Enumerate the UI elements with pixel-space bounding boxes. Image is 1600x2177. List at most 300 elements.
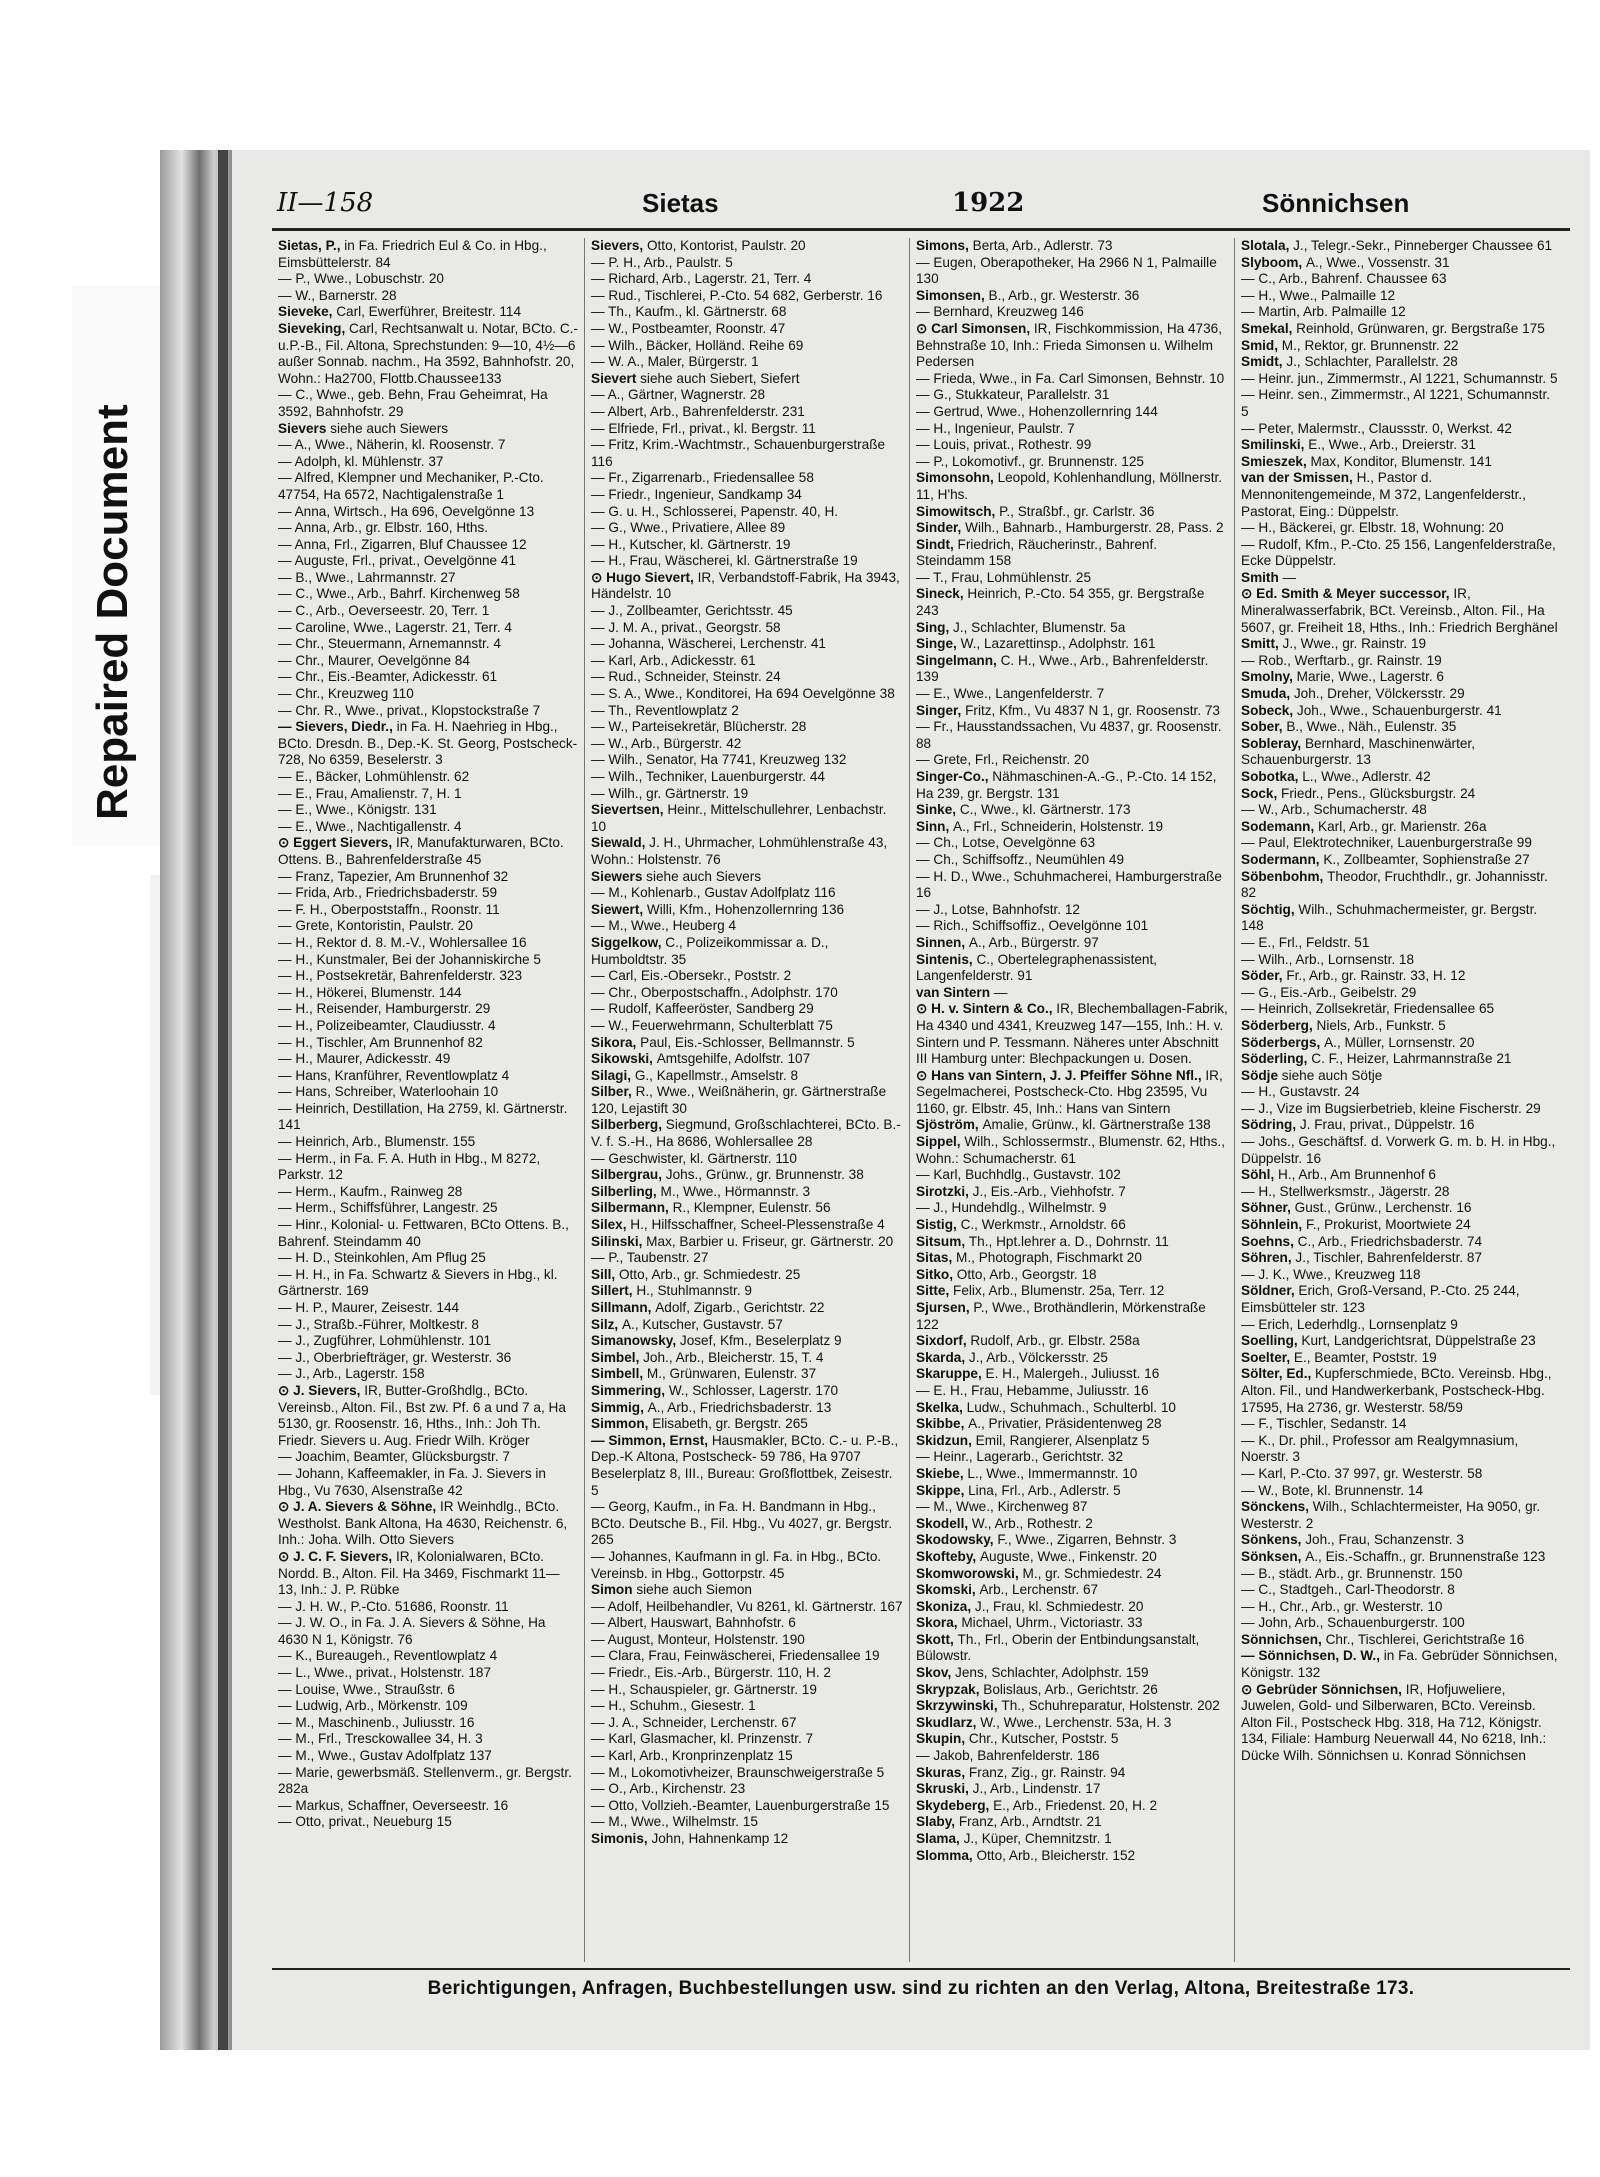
entry-text: — Marie, gewerbsmäß. Stellenverm., gr. Bergstr. 282a xyxy=(278,1764,572,1797)
entry-name: Skelka, xyxy=(916,1399,967,1415)
entry-text: — Heinr. sen., Zimmermstr., Al 1221, Schumannstr. 5 xyxy=(1241,387,1550,419)
entry-text: — P., Taubenstr. 27 xyxy=(591,1250,709,1266)
directory-entry xyxy=(591,669,903,686)
entry-name: Slaby, xyxy=(916,1814,959,1830)
directory-entry xyxy=(1241,653,1561,670)
directory-entry xyxy=(916,1167,1228,1184)
entry-text: Kurt, Landgerichtsrat, Düppelstraße 23 xyxy=(1301,1333,1536,1349)
entry-name: — Simmon, Ernst, xyxy=(591,1432,712,1448)
directory-entry xyxy=(1241,238,1561,255)
directory-entry xyxy=(591,1084,903,1117)
entry-name: Simmering, xyxy=(591,1382,669,1398)
directory-entry xyxy=(916,321,1228,371)
directory-entry xyxy=(916,1765,1228,1782)
entry-text: — E., Frau, Amalienstr. 7, H. 1 xyxy=(278,785,462,801)
directory-entry xyxy=(916,1715,1228,1732)
entry-name: Skott, xyxy=(916,1631,958,1647)
entry-name: Simanowsky, xyxy=(591,1333,680,1349)
entry-text: — H., Frau, Wäscherei, kl. Gärtnerstraße 19 xyxy=(591,553,858,569)
entry-text: Bernhard, Maschinenwärter, Schauenburgerstr. 13 xyxy=(1241,735,1475,768)
entry-text: — E., Frl., Feldstr. 51 xyxy=(1241,934,1370,950)
directory-entry xyxy=(1241,1001,1561,1018)
directory-entry xyxy=(1241,1615,1561,1632)
entry-text: IR, Kolonialwaren, BCto. Nordd. B., Alton. Fil. Ha 3469, Fischmarkt 11—13, Inh.: J. P. Rübke xyxy=(278,1548,560,1598)
entry-text: in Fa. Friedrich Eul & Co. in Hbg., Eimsbüttelerstr. 84 xyxy=(278,238,547,270)
entry-text: — Rich., Schiffsoffiz., Oevelgönne 101 xyxy=(916,918,1149,934)
entry-text: — Th., Reventlowplatz 2 xyxy=(591,702,739,718)
entry-text: — Rudolf, Kaffeeröster, Sandberg 29 xyxy=(591,1001,814,1017)
entry-text: — Heinrich, Destillation, Ha 2759, kl. Gärtnerstr. 141 xyxy=(278,1100,568,1133)
directory-entry xyxy=(916,1748,1228,1765)
entry-text: L., Wwe., Adlerstr. 42 xyxy=(1302,769,1431,784)
header-right-word: Sönnichsen xyxy=(1262,188,1410,218)
directory-entry xyxy=(591,304,903,321)
directory-entry xyxy=(278,885,578,902)
entry-name: Slyboom, xyxy=(1241,254,1306,270)
directory-entry xyxy=(916,1449,1228,1466)
entry-text: H., Stuhlmannstr. 9 xyxy=(636,1283,752,1299)
directory-entry xyxy=(916,387,1228,404)
entry-name: Smidt, xyxy=(1241,354,1287,370)
entry-text: — Wilh., gr. Gärtnerstr. 19 xyxy=(591,785,749,801)
entry-text: W., Schlosser, Lagerstr. 170 xyxy=(668,1382,839,1398)
entry-name: Smolny, xyxy=(1241,669,1297,685)
entry-name: ⊙ Hugo Sievert, xyxy=(591,569,698,585)
entry-name: Sillert, xyxy=(591,1283,637,1299)
directory-entry xyxy=(1241,1101,1561,1118)
directory-entry xyxy=(278,1599,578,1616)
directory-entry xyxy=(278,1084,578,1101)
directory-entry xyxy=(916,1483,1228,1500)
entry-text: — A., Wwe., Näherin, kl. Roosenstr. 7 xyxy=(278,437,506,453)
directory-entry xyxy=(916,470,1228,503)
entry-text: Leopold, Kohlenhandlung, Möllnerstr. 11, H'hs. xyxy=(916,470,1223,502)
entry-text: — K., Dr. phil., Professor am Realgymnasium, Noerstr. 3 xyxy=(1241,1432,1519,1465)
entry-text: Franz, Arb., Arndtstr. 21 xyxy=(958,1814,1102,1830)
directory-entry xyxy=(278,1250,578,1267)
entry-text: — J. K., Wwe., Kreuzweg 118 xyxy=(1241,1266,1421,1282)
directory-entry xyxy=(591,1250,903,1267)
entry-text: — Anna, Wirtsch., Ha 696, Oevelgönne 13 xyxy=(278,503,535,519)
directory-entry xyxy=(916,454,1228,471)
entry-name: Sodermann, xyxy=(1241,851,1324,867)
entry-name: Södje xyxy=(1241,1067,1282,1083)
directory-entry xyxy=(1241,1632,1561,1649)
entry-text: Friedr., Pens., Glücksburgstr. 24 xyxy=(1281,785,1476,801)
entry-name: Singelmann, xyxy=(916,652,1001,668)
directory-entry xyxy=(1241,968,1561,985)
directory-entry xyxy=(591,1400,903,1417)
entry-text: J. Frau, privat., Düppelstr. 16 xyxy=(1299,1117,1475,1133)
entry-text: A., Arb., Friedrichsbaderstr. 13 xyxy=(647,1399,832,1415)
directory-entry xyxy=(591,1300,903,1317)
column-1 xyxy=(272,238,585,1962)
entry-text: — Rud., Schneider, Steinstr. 24 xyxy=(591,669,781,685)
directory-entry xyxy=(1241,387,1561,420)
directory-entry xyxy=(278,520,578,537)
directory-entry xyxy=(591,835,903,868)
column-2 xyxy=(585,238,910,1962)
entry-name: ⊙ Carl Simonsen, xyxy=(916,320,1034,336)
entry-name: Singer-Co., xyxy=(916,769,993,784)
directory-entry xyxy=(278,387,578,420)
entry-name: Sjursen, xyxy=(916,1300,974,1315)
directory-entry xyxy=(916,1383,1228,1400)
entry-name: Siewers xyxy=(591,868,647,884)
entry-name: Simonsohn, xyxy=(916,470,998,486)
directory-entry xyxy=(591,288,903,305)
entry-text: siehe auch Siemon xyxy=(636,1582,752,1598)
entry-name: Sievers, xyxy=(591,238,647,253)
entry-text: A., Arb., Bürgerstr. 97 xyxy=(968,934,1099,950)
entry-name: ⊙ Eggert Sievers, xyxy=(278,835,396,851)
directory-entry xyxy=(278,1499,578,1549)
entry-text: — Otto, privat., Neueburg 15 xyxy=(278,1814,452,1830)
entry-text: Carl, Rechtsanwalt u. Notar, BCto. C.-u.P.-B., Fil. Altona, Sprechstunden: 9—10, 4½—6 außer Sonnab. nachm., Ha 3592, Bahnhofstr. 20, Wohn.: Ha2700, Flottb.Chaussee133 xyxy=(278,320,578,386)
entry-text: — H., Tischler, Am Brunnenhof 82 xyxy=(278,1034,483,1050)
entry-text: — Chr., Eis.-Beamter, Adickesstr. 61 xyxy=(278,669,498,685)
directory-entry xyxy=(916,653,1228,686)
entry-text: — E., Wwe., Königstr. 131 xyxy=(278,802,437,818)
entry-text: — Gertrud, Wwe., Hohenzollernring 144 xyxy=(916,403,1158,419)
directory-entry xyxy=(1241,1532,1561,1549)
directory-entry xyxy=(1241,288,1561,305)
directory-entry xyxy=(591,271,903,288)
directory-entry xyxy=(278,1383,578,1449)
directory-entry xyxy=(591,387,903,404)
entry-text: R., Klempner, Eulenstr. 56 xyxy=(672,1200,831,1216)
directory-entry xyxy=(916,1416,1228,1433)
entry-name: Singe, xyxy=(916,636,961,652)
directory-entry xyxy=(1241,703,1561,720)
entry-name: Sitte, xyxy=(916,1283,954,1299)
entry-text: — John, Arb., Schauenburgerstr. 100 xyxy=(1241,1615,1465,1631)
header-year: 1922 xyxy=(952,188,1025,218)
entry-text: — M., Lokomotivheizer, Braunschweigerstraße 5 xyxy=(591,1764,885,1780)
entry-name: Skofteby, xyxy=(916,1548,980,1564)
directory-entry xyxy=(1241,354,1561,371)
directory-entry xyxy=(1241,1084,1561,1101)
directory-entry xyxy=(591,404,903,421)
directory-entry xyxy=(278,1814,578,1831)
directory-entry xyxy=(278,1748,578,1765)
directory-entry xyxy=(591,1366,903,1383)
entry-text: — J., Zugführer, Lohmühlenstr. 101 xyxy=(278,1333,492,1349)
directory-entry xyxy=(278,1200,578,1217)
directory-entry xyxy=(916,918,1228,935)
directory-entry xyxy=(591,1781,903,1798)
entry-name: Sippel, xyxy=(916,1134,965,1150)
entry-name: Sill, xyxy=(591,1266,619,1282)
directory-entry xyxy=(591,1151,903,1168)
directory-entry xyxy=(1241,570,1561,587)
directory-entry xyxy=(278,686,578,703)
entry-text: W., Wwe., Lerchenstr. 53a, H. 3 xyxy=(980,1714,1172,1730)
directory-entry xyxy=(1241,271,1561,288)
entry-name: ⊙ J. A. Sievers & Söhne, xyxy=(278,1499,440,1515)
directory-entry xyxy=(1241,1035,1561,1052)
entry-text: — H., Schuhm., Giesestr. 1 xyxy=(591,1698,756,1714)
directory-entry xyxy=(591,902,903,919)
directory-entry xyxy=(1241,1184,1561,1201)
entry-name: ⊙ Gebrüder Sönnichsen, xyxy=(1241,1681,1406,1697)
directory-entry xyxy=(591,487,903,504)
entry-text: Auguste, Wwe., Finkenstr. 20 xyxy=(979,1548,1157,1564)
entry-text: IR, Fischkommission, Ha 4736, Behnstraße 10, Inh.: Frieda Simonsen u. Wilhelm Pedersen xyxy=(916,320,1223,370)
entry-name: Söhnlein, xyxy=(1241,1217,1306,1233)
entry-text: A., Frl., Schneiderin, Holstenstr. 19 xyxy=(953,818,1164,834)
entry-name: Sietas, P., xyxy=(278,238,345,253)
entry-text: — G. u. H., Schlosserei, Papenstr. 40, H. xyxy=(591,503,839,519)
entry-text: IR, Manufakturwaren, BCto. Ottens. B., Bahrenfelderstraße 45 xyxy=(278,835,564,867)
entry-text: Fritz, Kfm., Vu 4837 N 1, gr. Roosenstr. 73 xyxy=(965,702,1220,718)
entry-name: Söderberg, xyxy=(1241,1017,1317,1033)
entry-name: Soelter, xyxy=(1241,1349,1294,1365)
directory-entry xyxy=(916,1068,1228,1118)
directory-entry xyxy=(1241,1167,1561,1184)
entry-name: Sikowski, xyxy=(591,1051,657,1067)
entry-text: — W., Barnerstr. 28 xyxy=(278,287,397,303)
entry-text: — Chr., Oberpostschaffn., Adolphstr. 170 xyxy=(591,984,838,1000)
directory-entry xyxy=(278,1366,578,1383)
directory-entry xyxy=(591,620,903,637)
entry-text: Otto, Arb., Bleicherstr. 152 xyxy=(976,1847,1136,1863)
entry-name: Sindt, xyxy=(916,536,958,552)
entry-name: ⊙ J. Sievers, xyxy=(278,1382,365,1398)
entry-text: — Bernhard, Kreuzweg 146 xyxy=(916,304,1084,320)
entry-text: — C., Wwe., geb. Behn, Frau Geheimrat, Ha 3592, Bahnhofstr. 29 xyxy=(278,387,548,419)
entry-text: J., Frau, kl. Schmiedestr. 20 xyxy=(974,1598,1144,1614)
directory-entry xyxy=(916,1731,1228,1748)
directory-entry xyxy=(1241,669,1561,686)
directory-entry xyxy=(916,1300,1228,1333)
entry-name: Sieveking, xyxy=(278,320,350,336)
entry-text: M., Photograph, Fischmarkt 20 xyxy=(956,1250,1142,1266)
entry-text: — Wilh., Arb., Lornsenstr. 18 xyxy=(1241,951,1415,967)
directory-entry xyxy=(916,620,1228,637)
directory-entry xyxy=(591,371,903,388)
entry-name: Skippe, xyxy=(916,1482,969,1498)
directory-entry xyxy=(591,1035,903,1052)
directory-entry xyxy=(278,537,578,554)
directory-entry xyxy=(1241,255,1561,272)
directory-entry xyxy=(1241,736,1561,769)
directory-entry xyxy=(278,421,578,438)
entry-text: — H., Hökerei, Blumenstr. 144 xyxy=(278,984,462,1000)
directory-entry xyxy=(1241,1117,1561,1134)
directory-entry xyxy=(1241,1416,1561,1433)
entry-text: — M., Wwe., Wilhelmstr. 15 xyxy=(591,1814,758,1830)
entry-text: — Albert, Hauswart, Bahnhofstr. 6 xyxy=(591,1615,796,1631)
entry-name: Smekal, xyxy=(1241,320,1297,336)
directory-entry xyxy=(916,586,1228,619)
directory-entry xyxy=(591,869,903,886)
entry-text: — Wilh., Senator, Ha 7741, Kreuzweg 132 xyxy=(591,752,847,768)
entry-name: Silz, xyxy=(591,1316,622,1332)
entry-text: A., Kutscher, Gustavstr. 57 xyxy=(621,1316,783,1332)
entry-text: — August, Monteur, Holstenstr. 190 xyxy=(591,1631,805,1647)
directory-entry xyxy=(1241,869,1561,902)
directory-entry xyxy=(591,1001,903,1018)
entry-text: Nähmaschinen-A.-G., P.-Cto. 14 152, Ha 239, gr. Bergstr. 131 xyxy=(916,769,1217,801)
directory-entry xyxy=(591,1615,903,1632)
entry-text: — Johannes, Kaufmann in gl. Fa. in Hbg., BCto. Vereinsb. in Hbg., Gottorpstr. 45 xyxy=(591,1548,882,1581)
directory-entry xyxy=(591,537,903,554)
entry-name: Skidzun, xyxy=(916,1432,976,1448)
entry-name: Söhner, xyxy=(1241,1200,1295,1216)
directory-entry xyxy=(916,935,1228,952)
entry-text: — Heinr., Lagerarb., Gerichtstr. 32 xyxy=(916,1449,1124,1465)
repaired-document-label: Repaired Document xyxy=(88,404,137,820)
entry-text: Hausmakler, BCto. C.- u. P.-B., Dep.-K Altona, Postscheck- 59 786, Ha 9707 Beselerplatz 8, III., Bureau: Großflottbek, Zeisestr. 5 xyxy=(591,1432,899,1498)
directory-entry xyxy=(591,238,903,255)
entry-name: Siggelkow, xyxy=(591,934,666,950)
directory-entry xyxy=(591,1416,903,1433)
directory-entry xyxy=(916,1566,1228,1583)
directory-entry xyxy=(278,819,578,836)
directory-entry xyxy=(278,271,578,288)
entry-text: — E. H., Frau, Hebamme, Juliusstr. 16 xyxy=(916,1382,1149,1398)
directory-entry xyxy=(1241,835,1561,852)
entry-text: Th., Frl., Oberin der Entbindungsanstalt, Bülowstr. xyxy=(916,1631,1200,1664)
entry-text: — W., Postbeamter, Roonstr. 47 xyxy=(591,320,786,336)
entry-text: H., Arb., Am Brunnenhof 6 xyxy=(1278,1167,1436,1183)
directory-entry xyxy=(591,520,903,537)
directory-entry xyxy=(1241,902,1561,935)
directory-entry xyxy=(278,1051,578,1068)
entry-text: — G., Stukkateur, Parallelstr. 31 xyxy=(916,387,1110,403)
entry-text: E., Beamter, Poststr. 19 xyxy=(1293,1349,1437,1365)
entry-name: Skruski, xyxy=(916,1781,973,1797)
directory-entry xyxy=(1241,686,1561,703)
entry-text: — H., Chr., Arb., gr. Westerstr. 10 xyxy=(1241,1598,1443,1614)
directory-entry xyxy=(916,371,1228,388)
entry-name: Skomworowski, xyxy=(916,1565,1023,1581)
entry-text: in Fa. H. Naehrieg in Hbg., BCto. Dresdn. B., Dep.-K. St. Georg, Postscheck-728, No 6359, Beselerstr. 3 xyxy=(278,719,578,768)
entry-name: Simowitsch, xyxy=(916,503,1000,519)
directory-entry xyxy=(1241,1366,1561,1416)
entry-text: Otto, Kontorist, Paulstr. 20 xyxy=(646,238,806,253)
directory-entry xyxy=(591,1018,903,1035)
entry-text: — Adolf, Heilbehandler, Vu 8261, kl. Gärtnerstr. 167 xyxy=(591,1598,903,1614)
entry-text: — J. H. W., P.-Cto. 51686, Roonstr. 11 xyxy=(278,1598,509,1614)
directory-entry xyxy=(591,1217,903,1234)
directory-entry xyxy=(591,736,903,753)
directory-entry xyxy=(278,1184,578,1201)
directory-entry xyxy=(916,1217,1228,1234)
entry-text: — C., Stadtgeh., Carl-Theodorstr. 8 xyxy=(1241,1582,1455,1598)
entry-text: — Chr., Steuermann, Arnemannstr. 4 xyxy=(278,636,501,652)
directory-entry xyxy=(1241,1134,1561,1167)
entry-text: J., Wwe., gr. Rainstr. 19 xyxy=(1282,636,1427,652)
entry-text: — H., Wwe., Palmaille 12 xyxy=(1241,287,1396,303)
entry-text: — H., Stellwerksmstr., Jägerstr. 28 xyxy=(1241,1183,1450,1199)
entry-text: — Ch., Schiffsoffz., Neumühlen 49 xyxy=(916,851,1125,867)
entry-text: Karl, Arb., gr. Marienstr. 26a xyxy=(1318,818,1487,834)
directory-entry xyxy=(1241,586,1561,636)
entry-text: F., Wwe., Zigarren, Behnstr. 3 xyxy=(997,1532,1177,1548)
directory-entry xyxy=(591,255,903,272)
directory-entry xyxy=(591,1731,903,1748)
directory-entry xyxy=(916,852,1228,869)
directory-entry xyxy=(591,504,903,521)
directory-entry xyxy=(1241,1549,1561,1566)
entry-text: — Karl, Buchhdlg., Gustavstr. 102 xyxy=(916,1167,1121,1183)
entry-name: Slama, xyxy=(916,1831,964,1846)
directory-entry xyxy=(916,304,1228,321)
entry-text: — Anna, Frl., Zigarren, Bluf Chaussee 12 xyxy=(278,536,527,552)
entry-name: Skydeberg, xyxy=(916,1797,994,1813)
entry-name: Söderling, xyxy=(1241,1051,1312,1067)
directory-entry xyxy=(916,1433,1228,1450)
entry-text: — Chr. R., Wwe., privat., Klopstockstraße 7 xyxy=(278,702,541,718)
entry-text: — Hans, Schreiber, Waterloohain 10 xyxy=(278,1084,499,1100)
directory-entry xyxy=(591,1632,903,1649)
entry-name: Söchtig, xyxy=(1241,901,1299,917)
directory-entry xyxy=(1241,454,1561,471)
entry-text: C. F., Heizer, Lahrmannstraße 21 xyxy=(1311,1051,1512,1067)
column-3 xyxy=(910,238,1235,1962)
directory-entry xyxy=(591,1350,903,1367)
directory-columns xyxy=(272,238,1570,1962)
directory-entry xyxy=(278,1350,578,1367)
directory-entry xyxy=(916,1200,1228,1217)
entry-name: Sing, xyxy=(916,619,954,635)
page-edge xyxy=(218,150,228,2050)
directory-entry xyxy=(591,603,903,620)
entry-text: Ludw., Schuhmach., Schulterbl. 10 xyxy=(966,1399,1176,1415)
directory-entry xyxy=(916,1698,1228,1715)
entry-name: Skrzywinski, xyxy=(916,1698,1002,1714)
entry-text: — xyxy=(1282,569,1297,585)
directory-entry xyxy=(591,1267,903,1284)
directory-entry xyxy=(278,470,578,503)
entry-text: Th., Hpt.lehrer a. D., Dohrnstr. 11 xyxy=(968,1233,1169,1249)
entry-text: — Frieda, Wwe., in Fa. Carl Simonsen, Behnstr. 10 xyxy=(916,370,1225,386)
directory-entry xyxy=(278,902,578,919)
directory-entry xyxy=(916,570,1228,587)
entry-text: — B., städt. Arb., gr. Brunnenstr. 150 xyxy=(1241,1565,1463,1581)
directory-entry xyxy=(591,1167,903,1184)
directory-entry xyxy=(591,653,903,670)
directory-entry xyxy=(278,918,578,935)
entry-text: — Franz, Tapezier, Am Brunnenhof 32 xyxy=(278,868,509,884)
entry-text: — Martin, Arb. Palmaille 12 xyxy=(1241,304,1406,320)
entry-text: — H., Bäckerei, gr. Elbstr. 18, Wohnung: 20 xyxy=(1241,520,1504,536)
directory-entry xyxy=(591,1184,903,1201)
entry-text: — A., Gärtner, Wagnerstr. 28 xyxy=(591,387,766,403)
entry-text: Franz, Zig., gr. Rainstr. 94 xyxy=(968,1764,1126,1780)
entry-name: Sistig, xyxy=(916,1217,961,1233)
directory-entry xyxy=(591,686,903,703)
entry-text: — J. M. A., privat., Georgstr. 58 xyxy=(591,619,781,635)
directory-entry xyxy=(916,1682,1228,1699)
directory-entry xyxy=(278,1101,578,1134)
entry-name: ⊙ J. C. F. Sievers, xyxy=(278,1548,396,1564)
directory-entry xyxy=(278,1068,578,1085)
directory-entry xyxy=(591,1234,903,1251)
directory-entry xyxy=(591,321,903,338)
entry-name: Sitsum, xyxy=(916,1233,969,1249)
directory-entry xyxy=(278,321,578,387)
entry-name: Silber, xyxy=(591,1084,636,1100)
directory-entry xyxy=(591,1682,903,1699)
directory-entry xyxy=(916,1134,1228,1167)
entry-name: Söderbergs, xyxy=(1241,1034,1325,1050)
entry-text: B., Wwe., Näh., Eulenstr. 35 xyxy=(1286,719,1457,735)
directory-entry xyxy=(916,1814,1228,1831)
entry-text: Erich, Groß-Versand, P.-Cto. 25 244, Eimsbütteler str. 123 xyxy=(1241,1283,1520,1315)
